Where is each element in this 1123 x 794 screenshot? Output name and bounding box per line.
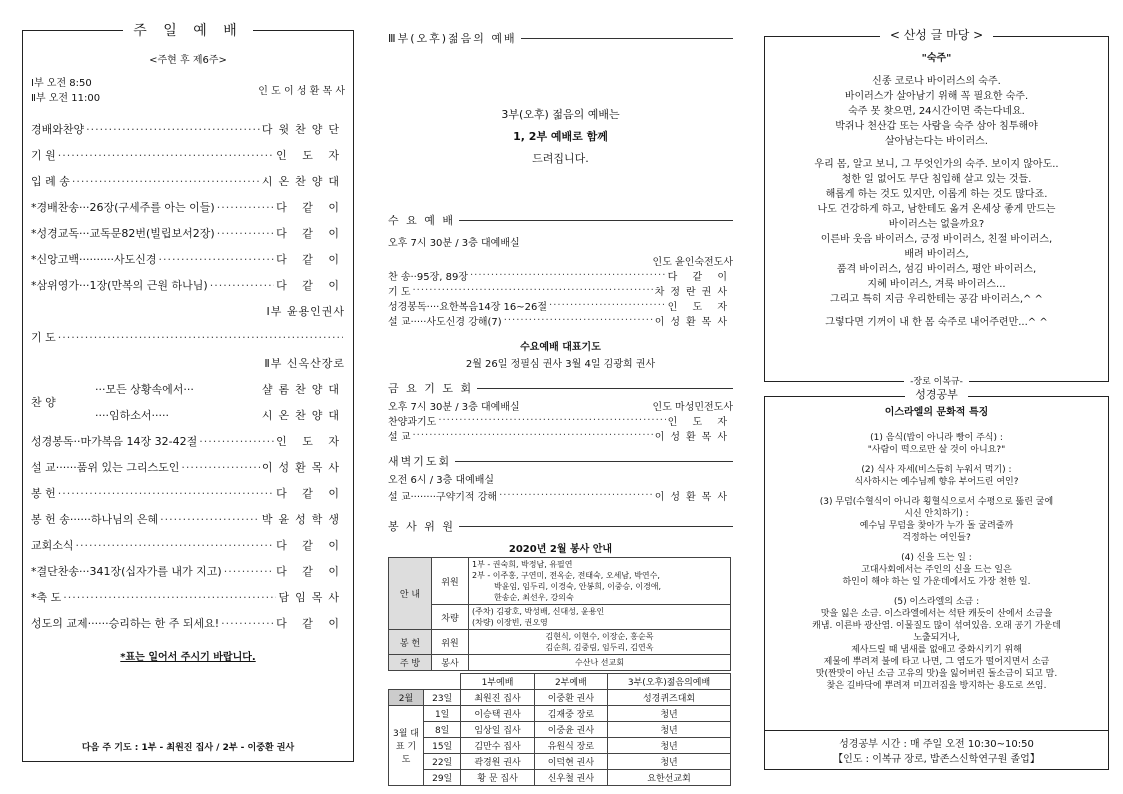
prayer-row: 기 도 ····· — [23, 324, 353, 350]
text-line: (5) 이스라엘의 소금 : — [893, 597, 980, 607]
order-list-2 — [23, 428, 353, 636]
text-line: 신종 코로나 바이러스의 숙주. — [872, 76, 1001, 87]
order-row: 성도의 교제······승리하는 한 주 되세요! ····· 다 같 이 — [23, 610, 353, 636]
text-line: 우리 몸, 알고 보니, 그 무엇인가의 숙주. 보이지 않아도.. — [814, 159, 1059, 170]
text-line: 살아남는다는 바이러스. — [885, 136, 988, 147]
study-subtitle: 이스라엘의 문화적 특징 — [884, 407, 989, 418]
dawn-time: 오전 6시 / 3층 대예배실 — [388, 475, 495, 486]
text-line: 그리고 특히 지금 우리한테는 공감 바이러스,^ ^ — [830, 294, 1043, 305]
text-line: 맛을 잃은 소금. 이스라엘에서는 석탄 캐듯이 산에서 소금을 — [820, 609, 1053, 619]
fri-list — [388, 413, 733, 443]
order-row: 입 례 송 ····· 시온찬양대 — [23, 168, 353, 194]
text-line: 지혜 바이러스, 겨룩 바이러스... — [867, 279, 1006, 290]
text-line — [765, 488, 1108, 496]
text-line: 제물에 뿌려져 불에 타고 나면, 그 염도가 떨어지면서 소금 — [823, 657, 1050, 667]
weekday-column — [388, 30, 733, 784]
order-row: 성경봉독····요한복음14장 16~26절 ····· 인 도 자 — [388, 298, 733, 313]
wed-rep: 2월 26일 정필심 권사 3월 4일 김광희 권사 — [465, 359, 656, 370]
order-row: 경배와찬양 ····· 다윗찬양단 — [23, 116, 353, 142]
order-row: 성경봉독··마가복음 14장 32-42절 ····· 인 도 자 — [23, 428, 353, 454]
text-line: 숙주 못 찾으면, 24시간이면 죽는다네요. — [848, 106, 1025, 117]
text-line: 시신 안치하기) : — [904, 509, 969, 519]
text-line — [765, 588, 1108, 596]
text-line: 노출되거나, — [913, 633, 960, 643]
serve-header: 봉 사 위 원 — [388, 518, 733, 534]
service-time-1: Ⅰ부 오전 8:50 — [31, 78, 92, 89]
reader-header: 1부예배 — [461, 674, 534, 690]
reader-header: 3부(오후)젊음의예배 — [608, 674, 731, 690]
text-line: 바이러스는 없을까요? — [888, 219, 985, 230]
text-line — [765, 149, 1108, 157]
order-row: 설 교 ····· 이성환목사 — [388, 428, 733, 443]
text-line: 바이러스가 살아남기 위해 꼭 필요한 숙주. — [844, 91, 1029, 102]
text-line: 나도 건강하게 하고, 남한테도 옮겨 온세상 좋게 만드는 — [817, 204, 1056, 215]
wed-rep-title: 수요예배 대표기도 — [520, 342, 601, 353]
table-row: 29일 황 문 집사 신우철 권사 요한선교회 — [389, 770, 731, 786]
order-row: 봉 헌 송······하나님의 은혜 ····· 박윤성학생 — [23, 506, 353, 532]
text-line: "사람이 떡으로만 살 것이 아니요?" — [867, 445, 1006, 455]
serve-table-title: 2020년 2월 봉사 안내 — [508, 544, 613, 555]
fri-header: 금 요 기 도 회 — [388, 380, 733, 396]
reader-table — [388, 673, 731, 786]
text-line: 이른바 웃음 바이러스, 긍정 바이러스, 친절 바이러스, — [820, 234, 1053, 245]
text-line: 배려 바이러스, — [904, 249, 969, 260]
order-row: *축 도 ····· 담임목사 — [23, 584, 353, 610]
order-row: 설 교········구약기적 강해 ····· 이성환목사 — [388, 486, 733, 504]
text-line: 맛(짠맛이 아닌 소금 고유의 맛)을 잃어버린 돌소금이 되고 맘. — [815, 669, 1058, 679]
order-row: *경배찬송···26장(구세주를 아는 이들) ····· 다 같 이 — [23, 194, 353, 220]
fri-leader: 인도 마성민전도사 — [652, 402, 733, 413]
text-line: 하인이 해야 하는 일 가운데에서도 가장 천한 일. — [842, 577, 1031, 587]
next-prayer: 다음 주 기도 : 1부 - 최원진 집사 / 2부 - 이중환 권사 — [81, 743, 295, 753]
table-row: 22일 곽경원 권사 이덕현 권사 청년 — [389, 754, 731, 770]
order-row: 봉 헌 ····· 다 같 이 — [23, 480, 353, 506]
order-row: 설 교·····사도신경 강해(7) ····· 이성환목사 — [388, 313, 733, 328]
text-line: 예수님 무덤을 찾아가 누가 돌 굴려줄까 — [859, 521, 1014, 531]
study-box — [764, 388, 1109, 770]
wed-time: 오후 7시 30분 / 3층 대예배실 — [388, 238, 520, 249]
service-leader: 인 도 이 성 환 목 사 — [258, 85, 345, 97]
text-line — [765, 456, 1108, 464]
prayer-2: Ⅱ부 신옥산장로 — [264, 357, 345, 370]
text-line: 찾은 길바닥에 뿌려져 미끄러짐을 방지하는 용도로 쓰임. — [826, 681, 1047, 691]
text-line: (1) 음식(밥이 아니라 빵이 주식) : — [870, 433, 1003, 443]
text-line: 박쥐나 천산갑 또는 사람을 숙주 삼아 침투해야 — [835, 121, 1038, 132]
order-row: 설 교······품위 있는 그리스도인 ····· 이성환목사 — [23, 454, 353, 480]
order-row: 교회소식 ····· 다 같 이 — [23, 532, 353, 558]
study-title: 성경공부 — [905, 388, 968, 401]
poem-subtitle: "숙주" — [921, 53, 952, 64]
poem-title: < 산성 글 마당 > — [880, 28, 993, 42]
study-body — [765, 432, 1108, 692]
study-leader: 【인도 : 이복규 장로, 밥존스신학연구원 졸업】 — [833, 754, 1040, 765]
table-row: 2월 23일 최원진 집사 이중환 권사 성경퀴즈대회 — [389, 690, 731, 706]
text-line — [765, 307, 1108, 315]
text-line: 그렇다면 기꺼이 내 한 몸 숙주로 내어주련만...^ ^ — [825, 317, 1048, 328]
text-line: 청한 일 없어도 무단 침입해 살고 있는 것들. — [841, 174, 1032, 185]
text-line: (3) 무덤(수혈식이 아니라 횡혈식으로서 수평으로 뚫린 굴에 — [819, 497, 1054, 507]
text-line: 캐냄. 이른바 광산염. 이물질도 많이 섞여있음. 오래 공기 가운데 — [812, 621, 1061, 631]
order-row: 찬 송··95장, 89장 ····· 다 같 이 — [388, 268, 733, 283]
order-row: *결단찬송···341장(십자가를 내가 지고) ····· 다 같 이 — [23, 558, 353, 584]
wed-leader: 인도 윤인숙전도사 — [652, 257, 733, 268]
right-column — [764, 28, 1109, 770]
text-line: 걱정하는 여인들? — [902, 533, 971, 543]
choir-block: 찬 양 ···모든 상황속에서··· 샬롬찬양대 ····임하소서····· 시온찬양대 — [31, 383, 345, 422]
text-line: 품격 바이러스, 섬김 바이러스, 평안 바이러스, — [836, 264, 1037, 275]
wed-list — [388, 268, 733, 328]
text-line: 해롭게 하는 것도 있지만, 이롭게 하는 것도 많다죠. — [825, 189, 1048, 200]
order-row: *삼위영가···1장(만복의 근원 하나님) ····· 다 같 이 — [23, 272, 353, 298]
prayer-1: Ⅰ부 윤용인권사 — [266, 305, 345, 318]
dawn-header: 새벽기도회 — [388, 453, 733, 469]
poem-box — [764, 28, 1109, 387]
sec3-message: 3부(오후) 젊음의 예배는 1, 2부 예배로 함께 드려집니다. — [501, 108, 620, 165]
stand-note: *표는 일어서 주시기 바랍니다. — [120, 652, 256, 663]
study-time: 성경공부 시간 : 매 주일 오전 10:30~10:50 — [839, 739, 1034, 750]
wed-header: 수 요 예 배 — [388, 212, 733, 228]
table-row: 8일 임상일 집사 이중윤 권사 청년 — [389, 722, 731, 738]
text-line: 제사드릴 때 냄새를 없애고 중화시키기 위해 — [851, 645, 1022, 655]
text-line: 식사하시는 예수님께 향유 부어드린 여인? — [854, 477, 1019, 487]
text-line: (4) 신을 드는 일 : — [901, 553, 972, 563]
sec3-header: Ⅲ부(오후)젊음의 예배 — [388, 30, 733, 46]
poem-author: -장로 이복규- — [904, 377, 969, 387]
table-row: 3월 대표 기도 1일 이승택 권사 김재중 장로 청년 — [389, 706, 731, 722]
fri-time: 오후 7시 30분 / 3층 대예배실 — [388, 402, 520, 413]
sunday-worship-title: 주 일 예 배 — [123, 23, 252, 39]
order-row: *성경교독···교독문82번(빌립보서2장) ····· 다 같 이 — [23, 220, 353, 246]
order-list-1 — [23, 116, 353, 298]
order-row: 기 도 ····· 차정란권사 — [388, 283, 733, 298]
order-row: 찬양과기도 ····· 인 도 자 — [388, 413, 733, 428]
order-row: *신앙고백··········사도신경 ····· 다 같 이 — [23, 246, 353, 272]
service-time-2: Ⅱ부 오전 11:00 — [31, 93, 101, 104]
serve-table: 안 내 위원 1부 - 권숙희, 박정남, 유필연 2부 - 이주홍, 구연미, 전옥순, 전태숙, 오세남, 박연수, 박윤임, 임두리, 이경숙, 안봉희, 이중승, 이경애, 한송순, 최선우, 강의숙 차량 (주차) 김광호, 박성배, 신대성, 윤용인 (차량) 이장빈, 권오영 봉 헌 위원 김현식, 이현수, 이장순, 홍순목 김순희, 김중림, 임두리, 김연옥 주 방 봉사 수산나 선교회 — [388, 557, 731, 671]
reader-header: 2부예배 — [534, 674, 607, 690]
text-line — [765, 544, 1108, 552]
text-line: (2) 식사 자세(비스듬히 누워서 먹기) : — [861, 465, 1012, 475]
table-row: 15일 김만수 집사 유원식 장로 청년 — [389, 738, 731, 754]
text-line: 고대사회에서는 주인의 신을 드는 일은 — [861, 565, 1012, 575]
poem-body — [765, 74, 1108, 330]
sunday-worship-box — [22, 23, 354, 762]
order-row: 기 원 ····· 인 도 자 — [23, 142, 353, 168]
sunday-subtitle: <주현 후 제6주> — [149, 55, 227, 66]
dawn-list — [388, 486, 733, 504]
